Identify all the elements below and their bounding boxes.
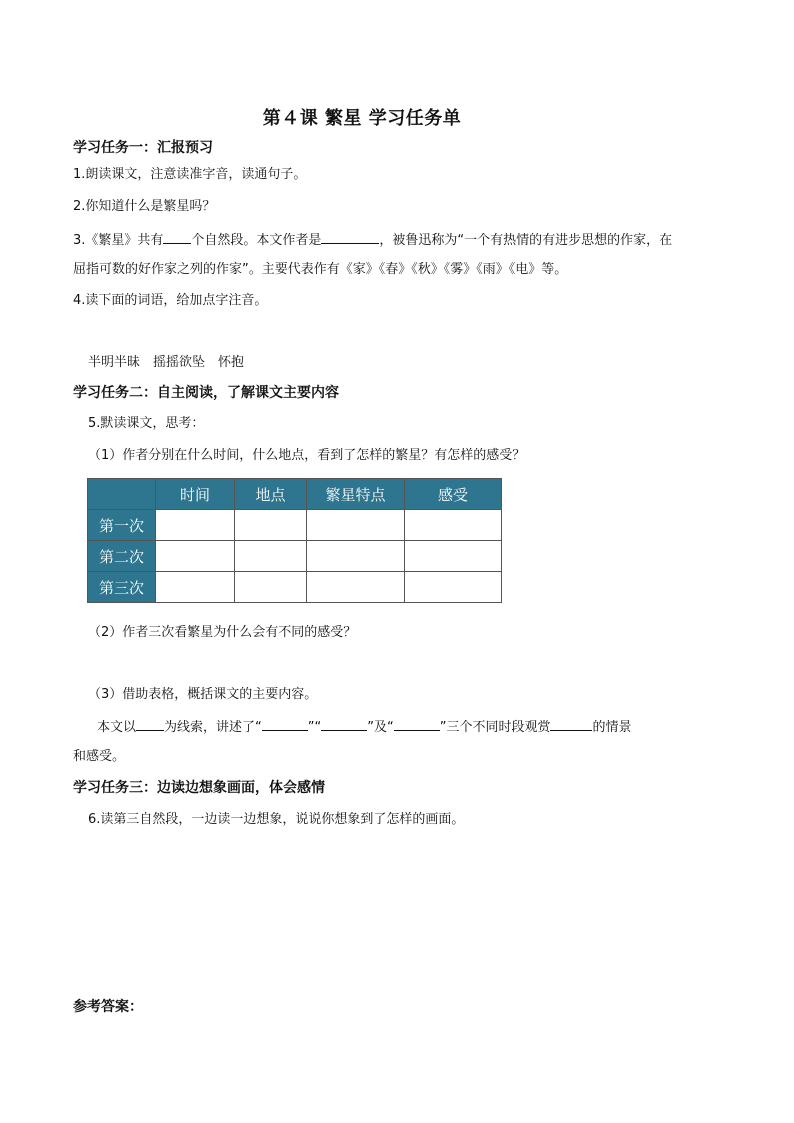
table-row-label: 第一次 [88, 510, 156, 541]
table-cell[interactable] [307, 510, 405, 541]
blank-author[interactable] [321, 229, 379, 244]
summary-part-f: 的情景 [592, 720, 632, 735]
table-header-place: 地点 [235, 479, 307, 510]
summary-part-b: 为线索，讲述了“ [164, 720, 262, 735]
table-cell[interactable] [235, 572, 307, 603]
sub-question-2: （2）作者三次看繁星为什么会有不同的感受？ [88, 625, 357, 640]
question-3-part-a: 3.《繁星》共有 [73, 233, 164, 248]
table-cell[interactable] [156, 572, 235, 603]
question-6: 6.读第三自然段，一边读一边想象，说说你想象到了怎样的画面。 [88, 812, 465, 827]
table-cell[interactable] [235, 510, 307, 541]
question-3-part-b: 个自然段。本文作者是 [191, 233, 322, 248]
blank-period-2[interactable] [321, 716, 367, 731]
summary-part-c: ”“ [307, 720, 322, 735]
question-4: 4.读下面的词语，给加点字注音。 [73, 293, 268, 308]
summary-line-1 [97, 716, 724, 738]
table-header-time: 时间 [156, 479, 235, 510]
word-list: 半明半昧 摇摇欲坠 怀抱 [88, 355, 245, 370]
task2-heading: 学习任务二：自主阅读，了解课文主要内容 [73, 385, 339, 401]
table-cell[interactable] [156, 510, 235, 541]
blank-period-3[interactable] [394, 716, 440, 731]
question-2: 2.你知道什么是繁星吗？ [73, 199, 216, 214]
question-3-part-c: ，被鲁迅称为“一个有热情的有进步思想的作家，在 [379, 233, 673, 248]
table-row [88, 510, 502, 541]
blank-paragraph-count[interactable] [163, 229, 191, 244]
table-header-star-features: 繁星特点 [307, 479, 405, 510]
page-title: 第４课 繁星 学习任务单 [262, 108, 462, 129]
summary-part-d: ”及“ [367, 720, 394, 735]
summary-part-a: 本文以 [97, 720, 137, 735]
task1-heading: 学习任务一：汇报预习 [73, 140, 213, 156]
summary-line-2: 和感受。 [73, 749, 126, 764]
table-cell[interactable] [405, 541, 502, 572]
table-row [88, 572, 502, 603]
table-row [88, 541, 502, 572]
table-row-label: 第三次 [88, 572, 156, 603]
table-row-label: 第二次 [88, 541, 156, 572]
summary-part-e: ”三个不同时段观赏 [439, 720, 551, 735]
blank-clue[interactable] [136, 716, 164, 731]
observation-table [87, 478, 502, 603]
question-5: 5.默读课文，思考： [88, 416, 205, 431]
table-cell[interactable] [235, 541, 307, 572]
blank-period-1[interactable] [262, 716, 308, 731]
table-cell[interactable] [307, 541, 405, 572]
table-cell[interactable] [405, 510, 502, 541]
question-1: 1.朗读课文，注意读准字音，读通句子。 [73, 167, 307, 182]
table-cell[interactable] [405, 572, 502, 603]
table-cell[interactable] [307, 572, 405, 603]
question-3 [73, 229, 724, 251]
table-header-corner [88, 479, 156, 510]
task3-heading: 学习任务三：边读边想象画面，体会感情 [73, 780, 325, 796]
table-cell[interactable] [156, 541, 235, 572]
sub-question-3: （3）借助表格，概括课文的主要内容。 [88, 687, 318, 702]
table-header-row [88, 479, 502, 510]
blank-object[interactable] [550, 716, 592, 731]
table-header-feelings: 感受 [405, 479, 502, 510]
answers-label: 参考答案： [73, 999, 143, 1015]
question-3-line-2: 屈指可数的好作家之列的作家”。主要代表作有《家》《春》《秋》《雾》《雨》《电》等。 [73, 262, 568, 277]
sub-question-1: （1）作者分别在什么时间，什么地点，看到了怎样的繁星？有怎样的感受？ [88, 448, 526, 463]
